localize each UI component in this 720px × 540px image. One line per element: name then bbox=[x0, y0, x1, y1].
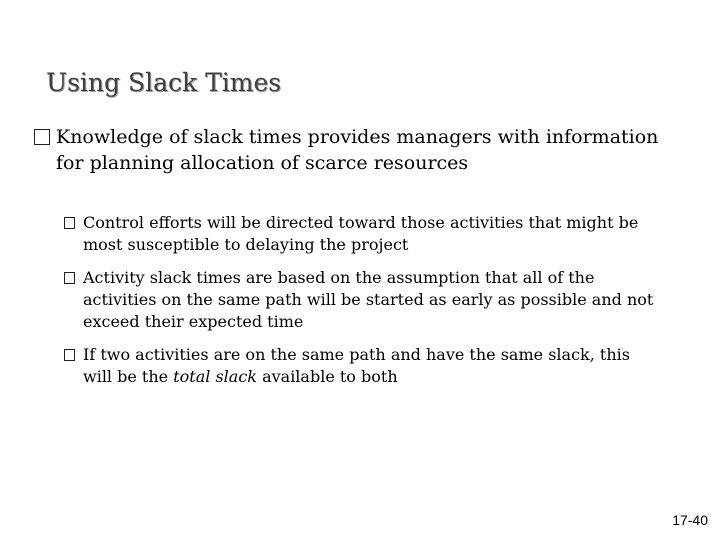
slide-title: Using Slack Times bbox=[46, 68, 282, 97]
sub-bullet-item bbox=[64, 267, 664, 333]
sub-bullet-text: Activity slack times are based on the assumption that all of the activities on the same path will be started as early as possible and not exceed their expected time bbox=[83, 268, 654, 331]
square-bullet-icon bbox=[64, 217, 75, 229]
emphasized-term: total slack bbox=[173, 367, 257, 386]
sub-bullet-text-after: available to both bbox=[256, 367, 398, 386]
main-bullet-point bbox=[34, 124, 684, 176]
sub-bullet-item bbox=[64, 344, 664, 388]
sub-bullet-text-before: If two activities are on the same path and have the same slack, this will be the bbox=[83, 345, 630, 386]
sub-bullet-list bbox=[64, 212, 664, 399]
main-bullet-text: Knowledge of slack times provides managers with information for planning allocation of scarce resources bbox=[56, 126, 659, 174]
sub-bullet-text: Control efforts will be directed toward those activities that might be most susceptible to delaying the project bbox=[83, 213, 639, 254]
square-bullet-icon bbox=[34, 129, 50, 145]
square-bullet-icon bbox=[64, 349, 75, 361]
sub-bullet-text bbox=[83, 344, 664, 388]
page-number: 17-40 bbox=[672, 512, 708, 528]
sub-bullet-item bbox=[64, 212, 664, 256]
square-bullet-icon bbox=[64, 272, 75, 284]
